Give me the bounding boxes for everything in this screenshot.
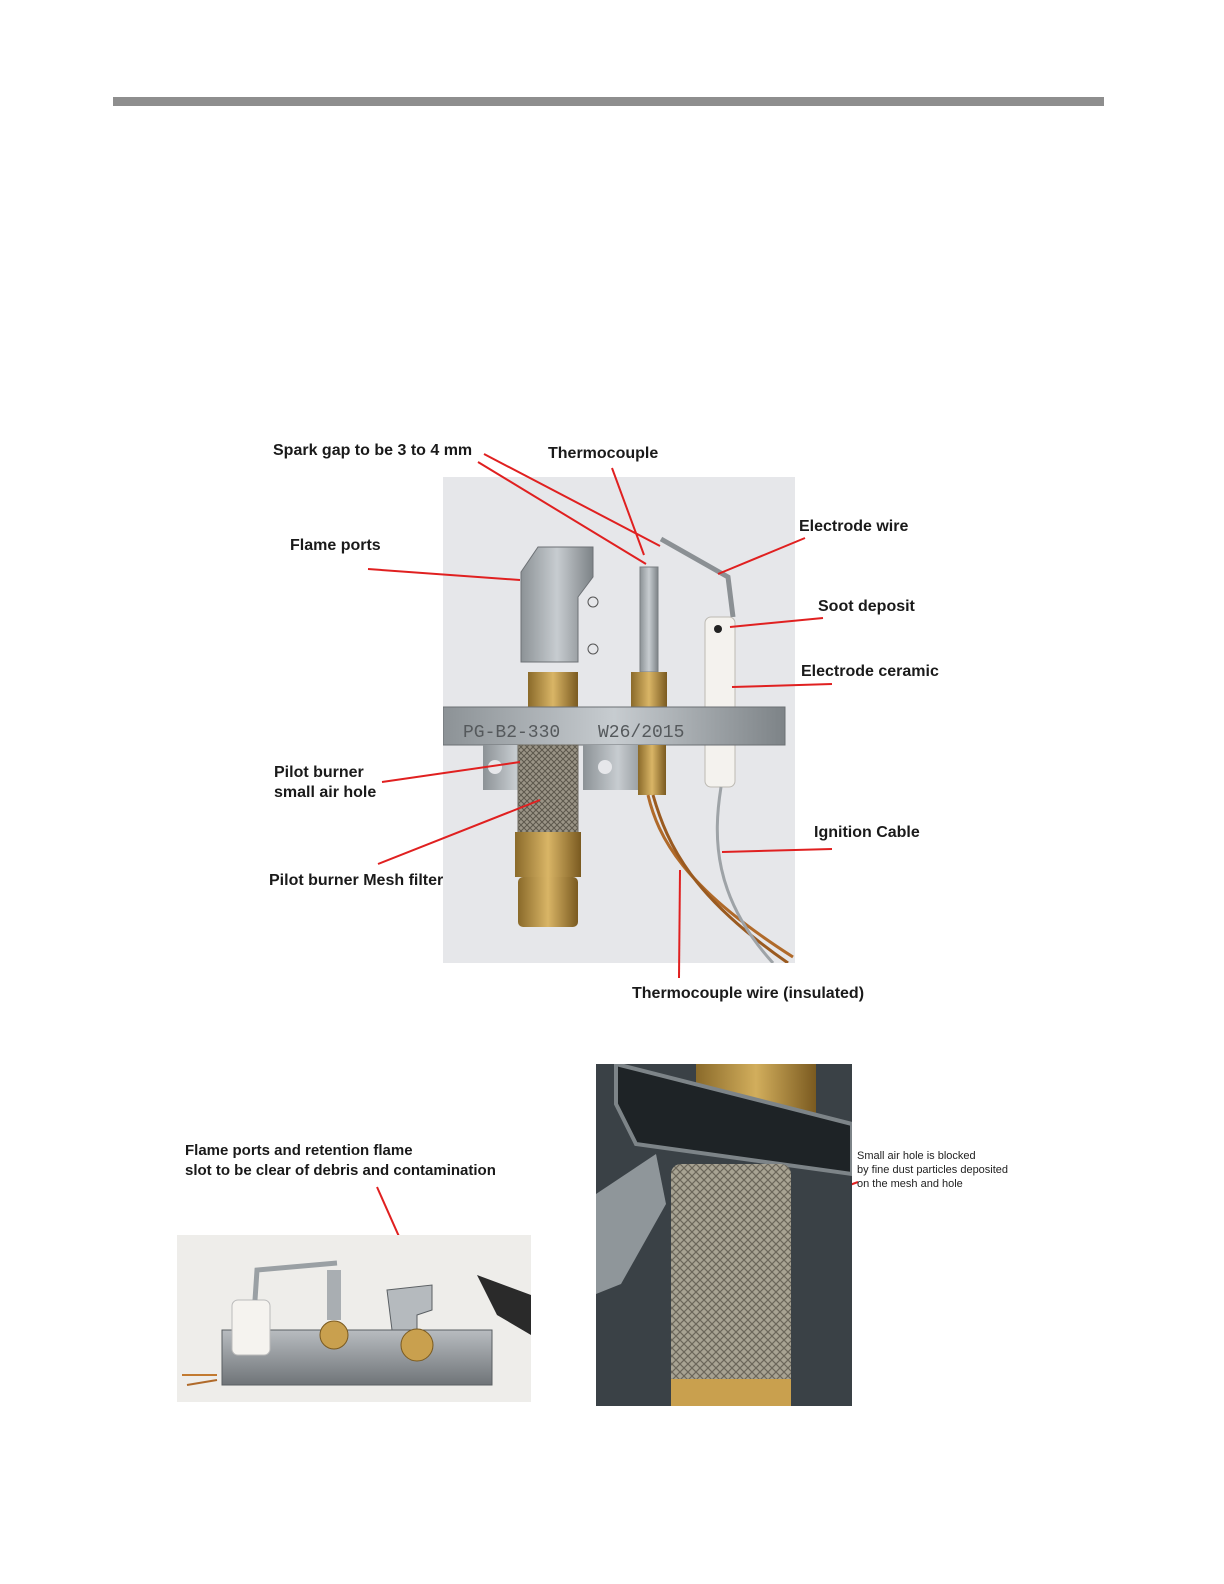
- stamp-date: W26/2015: [598, 723, 685, 743]
- pilot-side-illustration: [177, 1235, 531, 1402]
- label-pilot-air-hole: Pilot burner small air hole: [274, 764, 377, 801]
- stamp-part-number: PG-B2-330: [463, 723, 561, 743]
- label-spark-gap: Spark gap to be 3 to 4 mm: [273, 442, 473, 459]
- caption-air-hole-blocked: Small air hole is blocked by fine dust particles deposited on the mesh and hole: [857, 1150, 1009, 1190]
- label-soot-deposit: Soot deposit: [818, 598, 915, 615]
- mesh-closeup-photo: [596, 1064, 852, 1406]
- mesh-closeup-illustration: [596, 1064, 852, 1406]
- label-ignition-cable: Ignition Cable: [814, 824, 920, 841]
- label-flame-ports: Flame ports: [290, 537, 381, 554]
- label-thermocouple-wire: Thermocouple wire (insulated): [632, 985, 865, 1002]
- header-rule: [113, 97, 1104, 106]
- label-mesh-filter: Pilot burner Mesh filter: [269, 872, 444, 889]
- label-electrode-ceramic: Electrode ceramic: [801, 663, 939, 680]
- pilot-assembly-photo: [443, 477, 795, 963]
- pilot-assembly-side-photo: [177, 1235, 531, 1402]
- label-electrode-wire: Electrode wire: [799, 518, 909, 535]
- label-thermocouple: Thermocouple: [548, 445, 659, 462]
- caption-flame-ports-clear: Flame ports and retention flame slot to be clear of debris and contamination: [185, 1142, 496, 1179]
- pilot-assembly-illustration: [443, 477, 795, 963]
